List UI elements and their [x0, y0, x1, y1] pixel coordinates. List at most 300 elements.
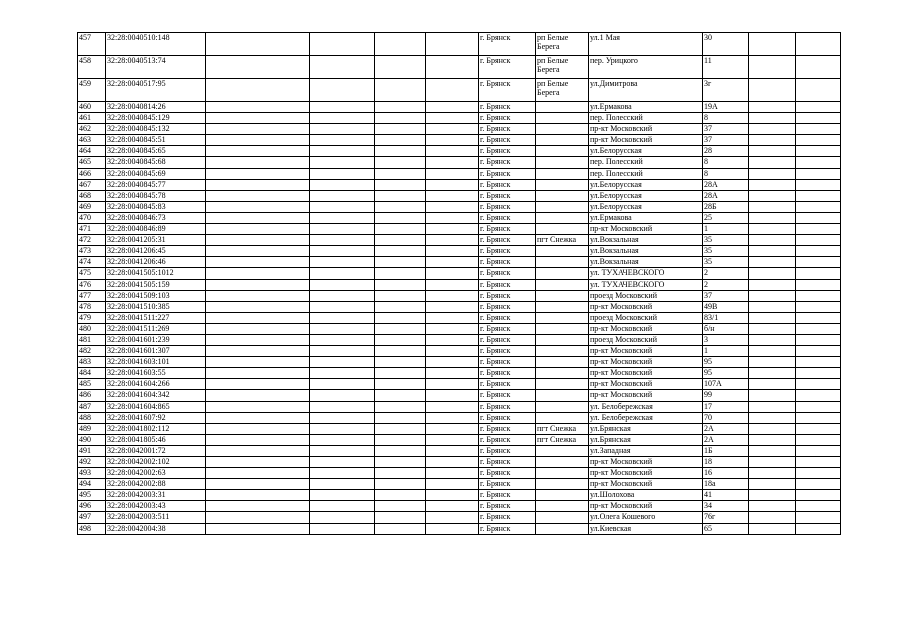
city-cell: г. Брянск: [479, 124, 536, 135]
empty-cell: [749, 457, 796, 468]
table-row: [78, 401, 841, 412]
empty-cell: [310, 268, 375, 279]
empty-cell: [375, 224, 426, 235]
empty-cell: [310, 323, 375, 334]
empty-cell: [796, 323, 841, 334]
cadastral-number-cell: 32:28:0041805:46: [106, 434, 206, 445]
row-number-cell: 469: [78, 201, 106, 212]
settlement-cell: [536, 512, 589, 523]
empty-cell: [206, 146, 310, 157]
house-number-cell: 37: [703, 290, 749, 301]
empty-cell: [749, 257, 796, 268]
empty-cell: [749, 33, 796, 56]
empty-cell: [749, 146, 796, 157]
empty-cell: [375, 357, 426, 368]
cadastral-number-cell: 32:28:0041604:342: [106, 390, 206, 401]
empty-cell: [796, 412, 841, 423]
table-row: [78, 523, 841, 534]
table-row: [78, 290, 841, 301]
street-cell: пер. Полесский: [589, 168, 703, 179]
empty-cell: [375, 379, 426, 390]
empty-cell: [206, 124, 310, 135]
empty-cell: [206, 401, 310, 412]
cadastral-number-cell: 32:28:0042003:511: [106, 512, 206, 523]
city-cell: г. Брянск: [479, 357, 536, 368]
row-number-cell: 488: [78, 412, 106, 423]
house-number-cell: 30: [703, 33, 749, 56]
street-cell: пр-кт Московский: [589, 135, 703, 146]
city-cell: г. Брянск: [479, 268, 536, 279]
settlement-cell: [536, 390, 589, 401]
empty-cell: [375, 146, 426, 157]
empty-cell: [749, 179, 796, 190]
empty-cell: [796, 401, 841, 412]
cadastral-number-cell: 32:28:0041607:92: [106, 412, 206, 423]
settlement-cell: пгт Снежка: [536, 423, 589, 434]
empty-cell: [375, 390, 426, 401]
table-row: [78, 479, 841, 490]
empty-cell: [749, 423, 796, 434]
row-number-cell: 474: [78, 257, 106, 268]
row-number-cell: 487: [78, 401, 106, 412]
settlement-cell: [536, 102, 589, 113]
street-cell: пр-кт Московский: [589, 457, 703, 468]
street-cell: ул.Ермакова: [589, 212, 703, 223]
table-row: [78, 390, 841, 401]
empty-cell: [206, 179, 310, 190]
house-number-cell: 107А: [703, 379, 749, 390]
city-cell: г. Брянск: [479, 290, 536, 301]
settlement-cell: [536, 246, 589, 257]
cadastral-number-cell: 32:28:0041601:239: [106, 334, 206, 345]
street-cell: ул.Белорусская: [589, 190, 703, 201]
house-number-cell: 3: [703, 334, 749, 345]
empty-cell: [206, 135, 310, 146]
table-row: [78, 490, 841, 501]
street-cell: ул.Олега Кошевого: [589, 512, 703, 523]
empty-cell: [749, 312, 796, 323]
cadastral-number-cell: 32:28:0040845:77: [106, 179, 206, 190]
city-cell: г. Брянск: [479, 390, 536, 401]
empty-cell: [796, 334, 841, 345]
row-number-cell: 482: [78, 346, 106, 357]
street-cell: ул.Вокзальная: [589, 235, 703, 246]
empty-cell: [426, 490, 479, 501]
empty-cell: [749, 323, 796, 334]
empty-cell: [796, 379, 841, 390]
empty-cell: [796, 368, 841, 379]
house-number-cell: 17: [703, 401, 749, 412]
row-number-cell: 466: [78, 168, 106, 179]
row-number-cell: 457: [78, 33, 106, 56]
empty-cell: [310, 279, 375, 290]
house-number-cell: 19А: [703, 102, 749, 113]
empty-cell: [796, 135, 841, 146]
empty-cell: [310, 490, 375, 501]
empty-cell: [796, 468, 841, 479]
empty-cell: [310, 445, 375, 456]
row-number-cell: 473: [78, 246, 106, 257]
settlement-cell: [536, 523, 589, 534]
empty-cell: [206, 368, 310, 379]
settlement-cell: [536, 468, 589, 479]
empty-cell: [206, 301, 310, 312]
empty-cell: [206, 334, 310, 345]
empty-cell: [375, 279, 426, 290]
empty-cell: [375, 301, 426, 312]
empty-cell: [426, 279, 479, 290]
house-number-cell: 28Б: [703, 201, 749, 212]
empty-cell: [310, 235, 375, 246]
empty-cell: [426, 390, 479, 401]
empty-cell: [375, 113, 426, 124]
cadastral-number-cell: 32:28:0041509:103: [106, 290, 206, 301]
street-cell: пр-кт Московский: [589, 346, 703, 357]
row-number-cell: 465: [78, 157, 106, 168]
empty-cell: [206, 501, 310, 512]
empty-cell: [206, 412, 310, 423]
settlement-cell: [536, 401, 589, 412]
empty-cell: [796, 190, 841, 201]
settlement-cell: [536, 135, 589, 146]
cadastral-number-cell: 32:28:0041511:227: [106, 312, 206, 323]
house-number-cell: 95: [703, 368, 749, 379]
empty-cell: [206, 201, 310, 212]
table-row: [78, 135, 841, 146]
empty-cell: [206, 479, 310, 490]
street-cell: ул.Брянская: [589, 434, 703, 445]
house-number-cell: 28А: [703, 190, 749, 201]
city-cell: г. Брянск: [479, 401, 536, 412]
street-cell: ул.Шолохова: [589, 490, 703, 501]
cadastral-number-cell: 32:28:0042003:31: [106, 490, 206, 501]
empty-cell: [796, 523, 841, 534]
cadastral-number-cell: 32:28:0041505:159: [106, 279, 206, 290]
cadastral-number-cell: 32:28:0041604:266: [106, 379, 206, 390]
empty-cell: [749, 279, 796, 290]
settlement-cell: [536, 268, 589, 279]
row-number-cell: 480: [78, 323, 106, 334]
empty-cell: [796, 246, 841, 257]
empty-cell: [796, 168, 841, 179]
row-number-cell: 483: [78, 357, 106, 368]
register-sheet: [77, 32, 840, 535]
empty-cell: [426, 301, 479, 312]
street-cell: ул.Западная: [589, 445, 703, 456]
city-cell: г. Брянск: [479, 457, 536, 468]
empty-cell: [310, 512, 375, 523]
settlement-cell: [536, 279, 589, 290]
settlement-cell: [536, 312, 589, 323]
cadastral-number-cell: 32:28:0040845:69: [106, 168, 206, 179]
empty-cell: [206, 212, 310, 223]
empty-cell: [426, 268, 479, 279]
street-cell: пер. Полесский: [589, 157, 703, 168]
cadastral-number-cell: 32:28:0042002:102: [106, 457, 206, 468]
cadastral-number-cell: 32:28:0041603:101: [106, 357, 206, 368]
empty-cell: [375, 457, 426, 468]
empty-cell: [796, 512, 841, 523]
empty-cell: [749, 501, 796, 512]
empty-cell: [749, 124, 796, 135]
empty-cell: [206, 490, 310, 501]
row-number-cell: 463: [78, 135, 106, 146]
settlement-cell: [536, 412, 589, 423]
empty-cell: [426, 445, 479, 456]
empty-cell: [426, 157, 479, 168]
empty-cell: [426, 168, 479, 179]
table-row: [78, 157, 841, 168]
empty-cell: [375, 168, 426, 179]
empty-cell: [206, 512, 310, 523]
street-cell: ул.Димитрова: [589, 79, 703, 102]
empty-cell: [310, 113, 375, 124]
street-cell: проезд Московский: [589, 290, 703, 301]
empty-cell: [749, 268, 796, 279]
house-number-cell: 49В: [703, 301, 749, 312]
city-cell: г. Брянск: [479, 346, 536, 357]
empty-cell: [426, 33, 479, 56]
settlement-cell: [536, 323, 589, 334]
empty-cell: [310, 423, 375, 434]
house-number-cell: 41: [703, 490, 749, 501]
cadastral-number-cell: 32:28:0040845:132: [106, 124, 206, 135]
table-row: [78, 56, 841, 79]
row-number-cell: 476: [78, 279, 106, 290]
table-row: [78, 102, 841, 113]
row-number-cell: 458: [78, 56, 106, 79]
row-number-cell: 498: [78, 523, 106, 534]
settlement-cell: рп Белые Берега: [536, 79, 589, 102]
cadastral-number-cell: 32:28:0040845:78: [106, 190, 206, 201]
street-cell: ул.Белорусская: [589, 146, 703, 157]
empty-cell: [796, 346, 841, 357]
empty-cell: [375, 479, 426, 490]
settlement-cell: [536, 457, 589, 468]
house-number-cell: 18а: [703, 479, 749, 490]
empty-cell: [796, 113, 841, 124]
cadastral-number-cell: 32:28:0040845:65: [106, 146, 206, 157]
cadastral-number-cell: 32:28:0041603:55: [106, 368, 206, 379]
empty-cell: [375, 412, 426, 423]
empty-cell: [426, 523, 479, 534]
house-number-cell: б/н: [703, 323, 749, 334]
empty-cell: [375, 157, 426, 168]
house-number-cell: 8: [703, 157, 749, 168]
empty-cell: [375, 334, 426, 345]
settlement-cell: [536, 201, 589, 212]
property-register-table: [77, 32, 841, 535]
empty-cell: [426, 357, 479, 368]
row-number-cell: 496: [78, 501, 106, 512]
empty-cell: [796, 301, 841, 312]
empty-cell: [796, 434, 841, 445]
empty-cell: [310, 290, 375, 301]
table-row: [78, 257, 841, 268]
empty-cell: [426, 412, 479, 423]
city-cell: г. Брянск: [479, 368, 536, 379]
settlement-cell: [536, 168, 589, 179]
row-number-cell: 497: [78, 512, 106, 523]
city-cell: г. Брянск: [479, 423, 536, 434]
settlement-cell: [536, 334, 589, 345]
empty-cell: [796, 490, 841, 501]
empty-cell: [426, 257, 479, 268]
house-number-cell: 70: [703, 412, 749, 423]
city-cell: г. Брянск: [479, 224, 536, 235]
empty-cell: [206, 312, 310, 323]
empty-cell: [796, 79, 841, 102]
empty-cell: [749, 102, 796, 113]
house-number-cell: 35: [703, 257, 749, 268]
settlement-cell: [536, 301, 589, 312]
cadastral-number-cell: 32:28:0040517:95: [106, 79, 206, 102]
empty-cell: [375, 124, 426, 135]
empty-cell: [206, 279, 310, 290]
row-number-cell: 485: [78, 379, 106, 390]
cadastral-number-cell: 32:28:0040814:26: [106, 102, 206, 113]
empty-cell: [375, 257, 426, 268]
settlement-cell: [536, 157, 589, 168]
empty-cell: [796, 445, 841, 456]
empty-cell: [426, 434, 479, 445]
empty-cell: [375, 423, 426, 434]
city-cell: г. Брянск: [479, 146, 536, 157]
empty-cell: [310, 334, 375, 345]
cadastral-number-cell: 32:28:0042004:38: [106, 523, 206, 534]
house-number-cell: 18: [703, 457, 749, 468]
house-number-cell: 2: [703, 268, 749, 279]
empty-cell: [749, 390, 796, 401]
row-number-cell: 489: [78, 423, 106, 434]
city-cell: г. Брянск: [479, 490, 536, 501]
empty-cell: [310, 33, 375, 56]
empty-cell: [310, 79, 375, 102]
cadastral-number-cell: 32:28:0040845:83: [106, 201, 206, 212]
empty-cell: [206, 102, 310, 113]
settlement-cell: рп Белые Берега: [536, 33, 589, 56]
empty-cell: [749, 412, 796, 423]
city-cell: г. Брянск: [479, 102, 536, 113]
cadastral-number-cell: 32:28:0041604:865: [106, 401, 206, 412]
empty-cell: [206, 157, 310, 168]
table-row: [78, 379, 841, 390]
house-number-cell: 2А: [703, 423, 749, 434]
empty-cell: [749, 168, 796, 179]
row-number-cell: 462: [78, 124, 106, 135]
settlement-cell: пгт Снежка: [536, 434, 589, 445]
empty-cell: [206, 423, 310, 434]
row-number-cell: 461: [78, 113, 106, 124]
settlement-cell: [536, 357, 589, 368]
empty-cell: [310, 457, 375, 468]
city-cell: г. Брянск: [479, 257, 536, 268]
row-number-cell: 477: [78, 290, 106, 301]
empty-cell: [796, 457, 841, 468]
street-cell: ул.Вокзальная: [589, 257, 703, 268]
house-number-cell: 35: [703, 235, 749, 246]
cadastral-number-cell: 32:28:0040513:74: [106, 56, 206, 79]
empty-cell: [310, 379, 375, 390]
city-cell: г. Брянск: [479, 501, 536, 512]
empty-cell: [375, 512, 426, 523]
row-number-cell: 459: [78, 79, 106, 102]
empty-cell: [206, 224, 310, 235]
empty-cell: [310, 146, 375, 157]
table-row: [78, 501, 841, 512]
empty-cell: [206, 457, 310, 468]
empty-cell: [796, 423, 841, 434]
settlement-cell: [536, 346, 589, 357]
empty-cell: [375, 33, 426, 56]
empty-cell: [426, 102, 479, 113]
empty-cell: [426, 346, 479, 357]
empty-cell: [375, 179, 426, 190]
settlement-cell: [536, 290, 589, 301]
empty-cell: [426, 468, 479, 479]
row-number-cell: 472: [78, 235, 106, 246]
row-number-cell: 495: [78, 490, 106, 501]
empty-cell: [749, 512, 796, 523]
empty-cell: [749, 113, 796, 124]
city-cell: г. Брянск: [479, 33, 536, 56]
table-row: [78, 279, 841, 290]
empty-cell: [749, 434, 796, 445]
cadastral-number-cell: 32:28:0041205:31: [106, 235, 206, 246]
empty-cell: [796, 357, 841, 368]
table-row: [78, 224, 841, 235]
house-number-cell: 34: [703, 501, 749, 512]
house-number-cell: 2А: [703, 434, 749, 445]
city-cell: г. Брянск: [479, 113, 536, 124]
empty-cell: [426, 124, 479, 135]
settlement-cell: [536, 146, 589, 157]
empty-cell: [426, 224, 479, 235]
street-cell: пр-кт Московский: [589, 390, 703, 401]
empty-cell: [749, 212, 796, 223]
empty-cell: [749, 79, 796, 102]
empty-cell: [749, 445, 796, 456]
empty-cell: [206, 168, 310, 179]
cadastral-number-cell: 32:28:0041505:1012: [106, 268, 206, 279]
street-cell: пр-кт Московский: [589, 323, 703, 334]
empty-cell: [426, 512, 479, 523]
settlement-cell: пгт Снежка: [536, 235, 589, 246]
empty-cell: [310, 501, 375, 512]
city-cell: г. Брянск: [479, 523, 536, 534]
table-row: [78, 357, 841, 368]
settlement-cell: [536, 379, 589, 390]
empty-cell: [310, 179, 375, 190]
table-row: [78, 79, 841, 102]
street-cell: пр-кт Московский: [589, 301, 703, 312]
row-number-cell: 486: [78, 390, 106, 401]
house-number-cell: 37: [703, 124, 749, 135]
empty-cell: [206, 445, 310, 456]
table-row: [78, 190, 841, 201]
city-cell: г. Брянск: [479, 168, 536, 179]
settlement-cell: [536, 490, 589, 501]
empty-cell: [426, 146, 479, 157]
empty-cell: [310, 257, 375, 268]
house-number-cell: 99: [703, 390, 749, 401]
empty-cell: [796, 224, 841, 235]
empty-cell: [749, 190, 796, 201]
table-row: [78, 323, 841, 334]
empty-cell: [426, 423, 479, 434]
empty-cell: [749, 56, 796, 79]
empty-cell: [749, 479, 796, 490]
